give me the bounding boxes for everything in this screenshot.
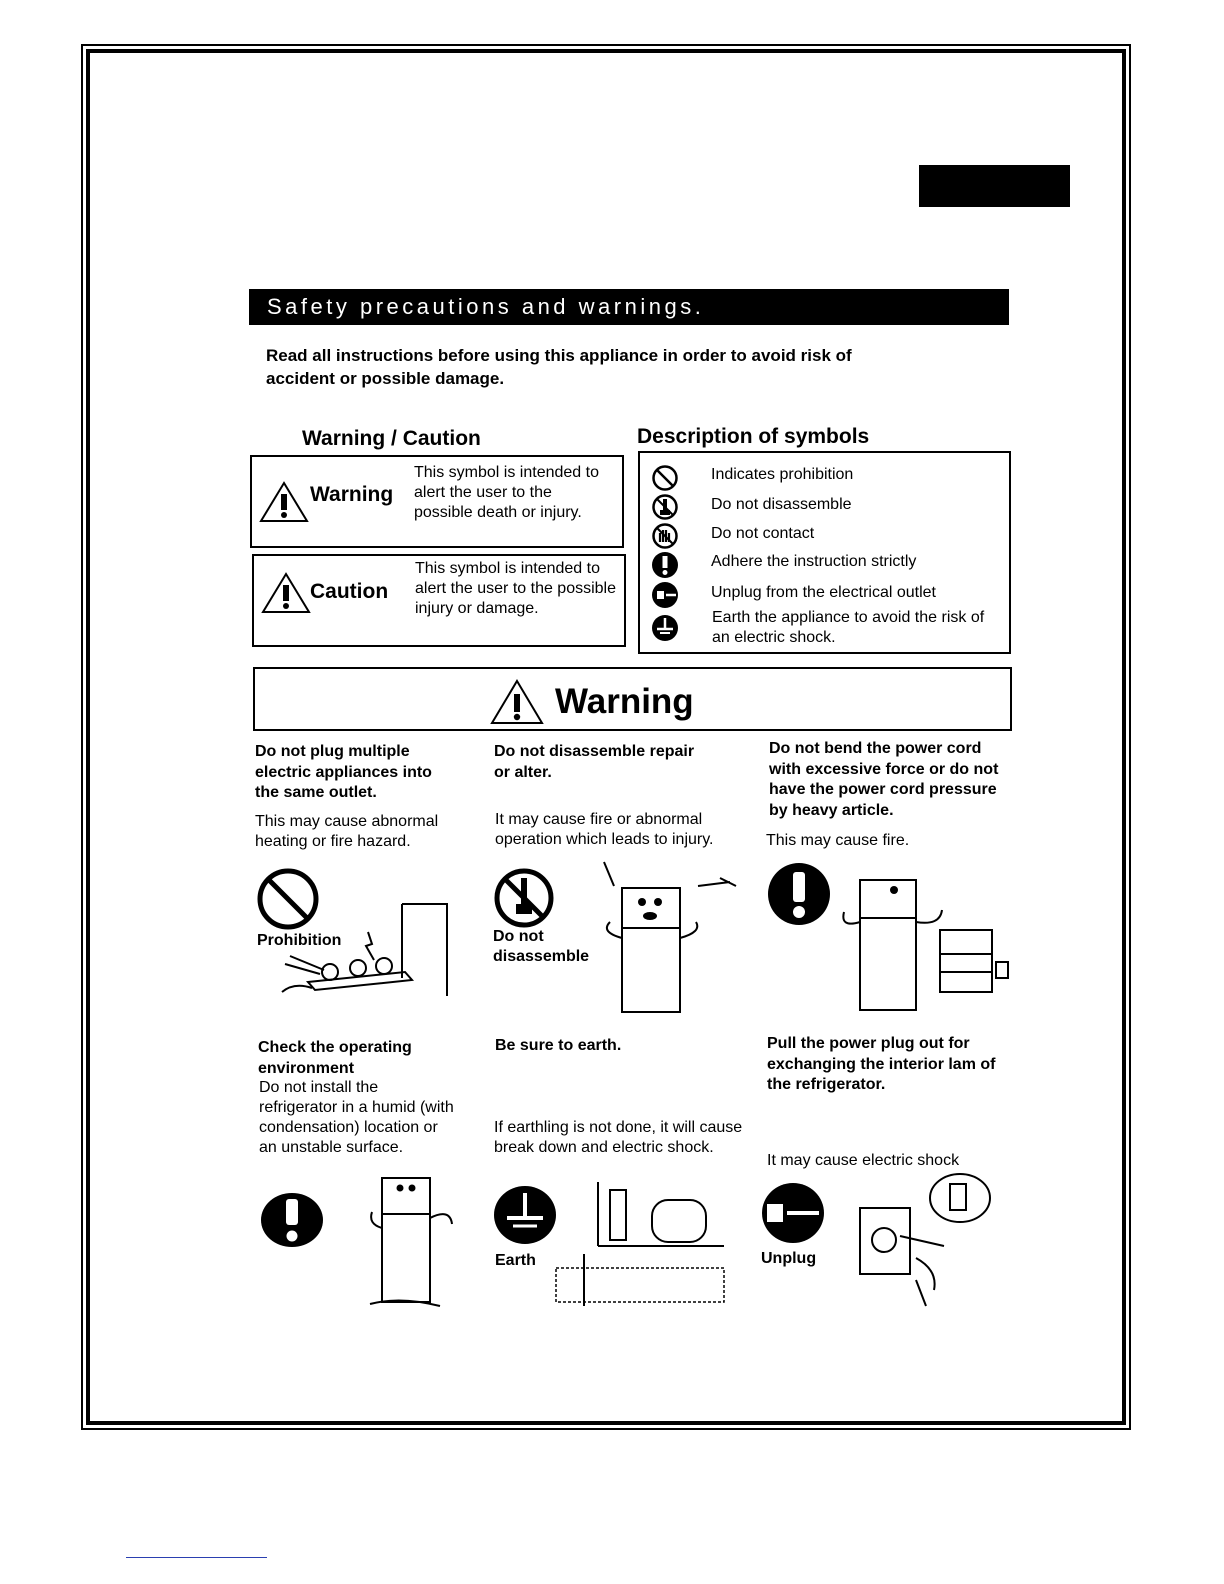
no-disassemble-icon: [651, 493, 679, 521]
warning-2-heading: Do not disassemble repair or alter.: [494, 743, 695, 781]
no-contact-icon: [651, 522, 679, 550]
earthing-compressor-illustration: [554, 1176, 726, 1310]
humid-fridge-illustration: [360, 1168, 460, 1313]
symbol-text-adhere: Adhere the instruction strictly: [711, 553, 917, 570]
warning-1-body: This may cause abnormal heating or fire hazard.: [255, 813, 439, 850]
earth-large-icon: [493, 1185, 557, 1245]
symbols-box: [638, 451, 1011, 654]
symbol-text-no-disassemble: Do not disassemble: [711, 496, 852, 513]
caution-description: This symbol is intended to alert the user to the possible injury or damage.: [415, 560, 617, 617]
warning-6-figure-label: Unplug: [761, 1250, 817, 1267]
multi-plug-illustration: [280, 900, 450, 1000]
warning-4-heading: Check the operating environment: [258, 1039, 412, 1077]
earth-icon: [651, 614, 679, 642]
symbol-text-earth: Earth the appliance to avoid the risk of an electric shock.: [712, 609, 985, 646]
warning-6-heading: Pull the power plug out for exchanging the interior lam of the refrigerator.: [767, 1035, 996, 1093]
warning-banner-triangle-icon: [490, 679, 544, 725]
warning-6-body: It may cause electric shock: [767, 1152, 960, 1169]
warning-5-body: If earthling is not done, it will cause break down and electric shock.: [494, 1119, 743, 1156]
pull-plug-illustration: [856, 1170, 996, 1308]
section-header: Safety precautions and warnings.: [249, 289, 1009, 325]
warning-1-figure-label: Prohibition: [257, 932, 342, 949]
warning-2-body: It may cause fire or abnormal operation which leads to injury.: [495, 811, 714, 848]
intro-text: Read all instructions before using this appliance in order to avoid risk of accident or possible damage.: [266, 346, 852, 388]
caution-label: Caution: [310, 580, 389, 603]
warning-banner: [253, 667, 1012, 731]
warning-legend-box: [250, 455, 624, 548]
warning-1-heading: Do not plug multiple electric appliances into the same outlet.: [255, 743, 432, 801]
symbol-text-unplug: Unplug from the electrical outlet: [711, 584, 936, 601]
caution-triangle-icon: [261, 572, 311, 614]
caution-legend-box: [252, 554, 626, 647]
symbol-text-no-contact: Do not contact: [711, 525, 815, 542]
warning-5-heading: Be sure to earth.: [495, 1037, 622, 1054]
warning-3-heading: Do not bend the power cord with excessive force or do not have the power cord pressure by heavy article.: [769, 740, 999, 819]
exclamation-icon: [651, 551, 679, 579]
fridge-character-illustration: [580, 858, 740, 1018]
exclamation-environment-icon: [260, 1192, 324, 1248]
warning-4-body: Do not install the refrigerator in a humid (with condensation) location or an unstable surface.: [259, 1079, 454, 1156]
warning-2-figure-label-2: disassemble: [493, 948, 590, 965]
warning-label: Warning: [310, 483, 394, 506]
unplug-icon: [651, 581, 679, 609]
fridge-pressure-illustration: [832, 868, 1012, 1014]
warning-2-figure-label-1: Do not: [493, 928, 544, 945]
warning-3-body: This may cause fire.: [766, 832, 910, 849]
warning-5-figure-label: Earth: [495, 1252, 536, 1269]
warning-banner-title: Warning: [555, 682, 694, 721]
symbol-text-prohibition: Indicates prohibition: [711, 466, 854, 483]
bottom-link-underline: [126, 1557, 267, 1558]
unplug-large-icon: [761, 1182, 825, 1244]
exclamation-large-icon: [767, 862, 831, 926]
no-disassemble-large-icon: [492, 867, 556, 929]
symbols-title: Description of symbols: [637, 425, 870, 448]
prohibition-icon: [651, 464, 679, 492]
black-tab: [919, 165, 1070, 207]
warning-description: This symbol is intended to alert the user to the possible death or injury.: [414, 464, 599, 521]
warning-triangle-icon: [259, 481, 309, 523]
warning-caution-title: Warning / Caution: [302, 427, 481, 450]
